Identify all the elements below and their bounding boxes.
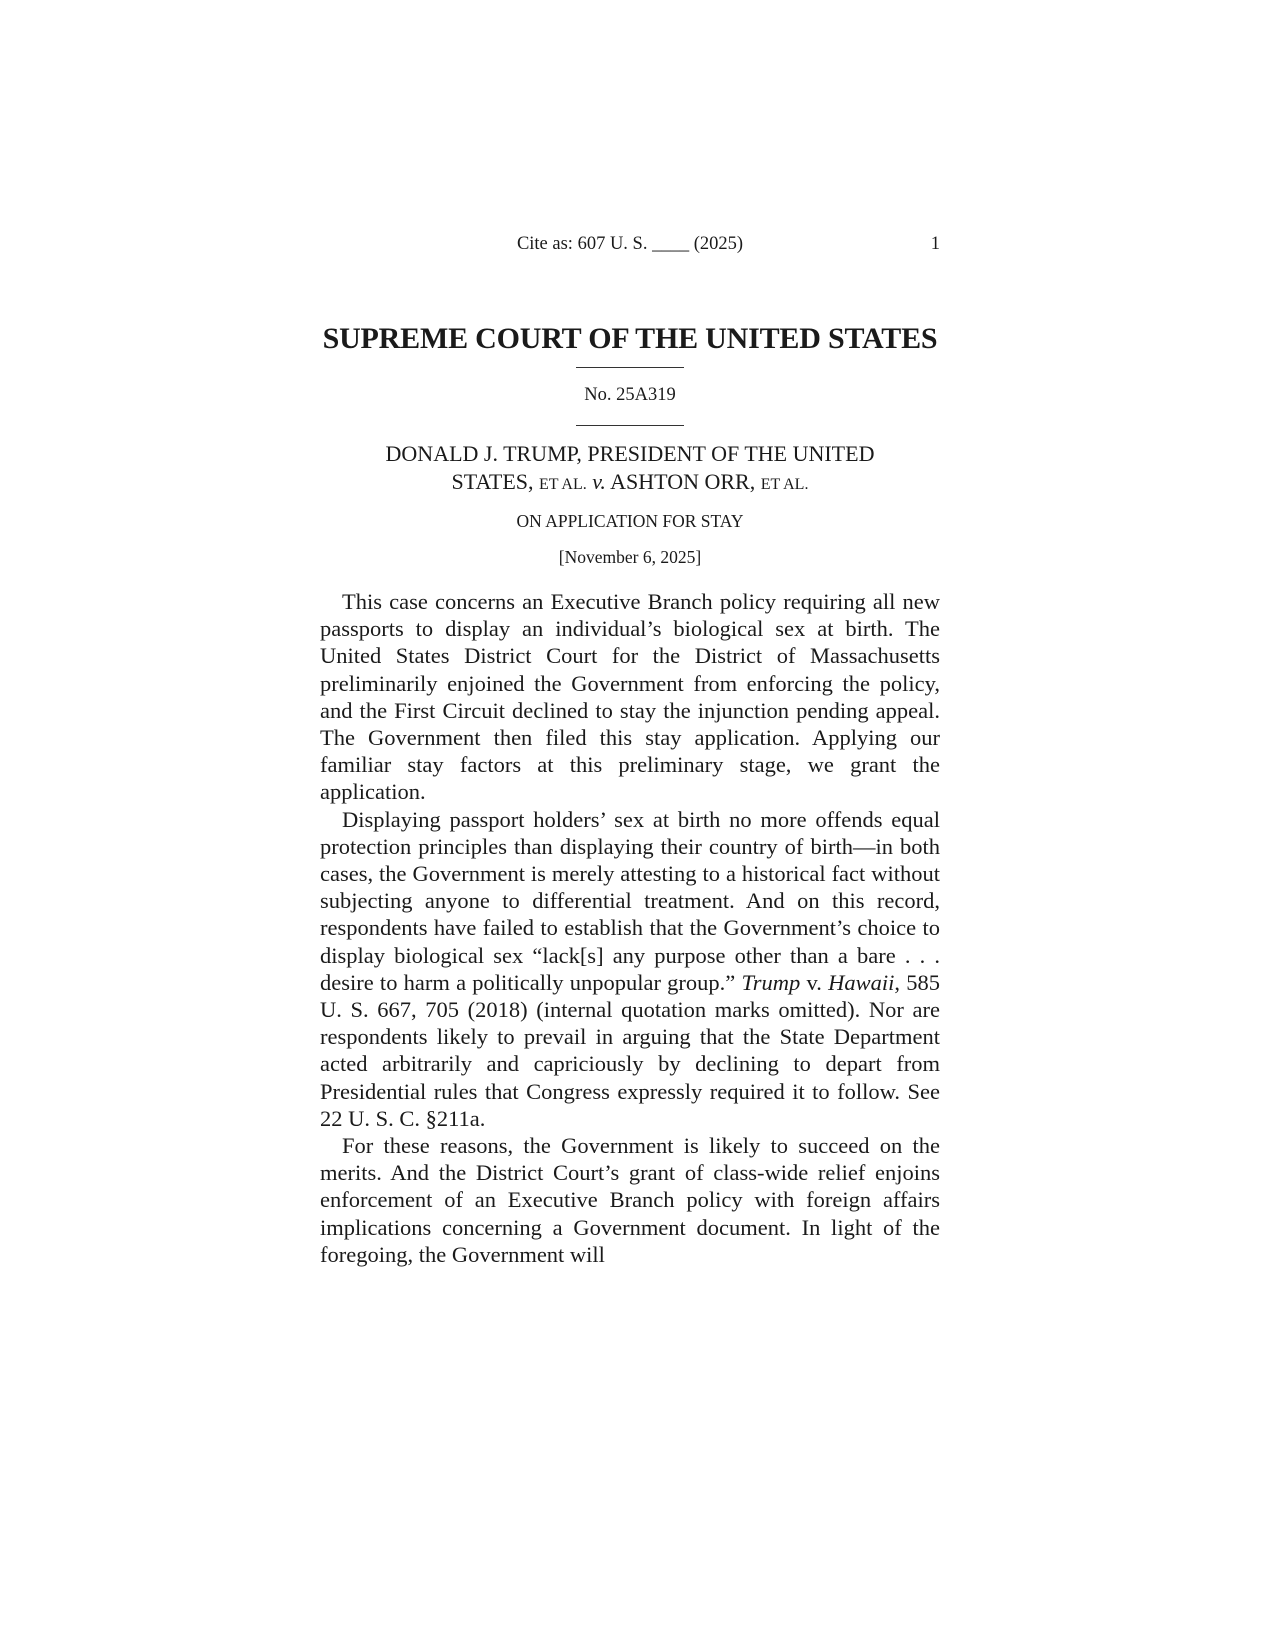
paragraph-2-text-b: , 585 U. S. 667, 705 (2018) (internal quotation marks omitted). Nor are respondents likely to prevail in arguing that the State Department acted arbitrarily and capriciously by declining to depart from Presidential rules that Congress expressly required it to follow. See 22 U. S. C. §211a.: [320, 969, 941, 1131]
divider-rule: [576, 367, 684, 368]
caption-party-1: STATES,: [451, 469, 534, 494]
case-versus: v.: [806, 969, 822, 995]
case-name-hawaii: Hawaii: [828, 969, 895, 995]
divider-rule: [576, 425, 684, 426]
et-al: ET AL.: [539, 476, 587, 493]
caption-party-2: ASHTON ORR,: [610, 469, 756, 494]
paragraph-3: For these reasons, the Government is likely to succeed on the merits. And the District Court’s grant of class-wide relief enjoins enforcement of an Executive Branch policy with foreign affairs implications concerning a Government document. In light of the foregoing, the Government will: [320, 1133, 940, 1267]
running-head: [320, 234, 940, 260]
docket-number: No. 25A319: [584, 385, 676, 405]
paragraph-2-text-a: Displaying passport holders’ sex at birth no more offends equal protection principles than displaying their country of birth—in both cases, the Government is merely attesting to a historical fact without subjecting anyone to differential treatment. And on this record, respondents have failed to establish that the Government’s choice to display biological sex “lack[s] any purpose other than a bare . . . desire to harm a politically unpopular group.”: [320, 806, 940, 995]
opinion-body: [320, 588, 940, 1268]
caption-line-1: DONALD J. TRUMP, PRESIDENT OF THE UNITED: [385, 441, 875, 466]
page-number: 1: [930, 234, 940, 254]
case-caption: [320, 440, 940, 499]
proceeding-type: ON APPLICATION FOR STAY: [516, 511, 744, 531]
paragraph-1: This case concerns an Executive Branch policy requiring all new passports to display an individual’s biological sex at birth. The United States District Court for the District of Massachusetts preliminarily enjoined the Government from enforcing the policy, and the First Circuit declined to stay the injunction pending appeal. The Government then filed this stay application. Applying our familiar stay factors at this preliminary stage, we grant the application.: [320, 589, 940, 805]
caption-line-2: [320, 468, 940, 499]
court-title: SUPREME COURT OF THE UNITED STATES: [322, 322, 938, 355]
decision-date: [November 6, 2025]: [558, 547, 702, 567]
versus: v.: [592, 469, 606, 494]
et-al: ET AL.: [760, 476, 809, 493]
case-name-trump: Trump: [741, 969, 801, 995]
citation-line: Cite as: 607 U. S. ____ (2025): [516, 234, 744, 254]
paragraph-2: [320, 806, 940, 1132]
